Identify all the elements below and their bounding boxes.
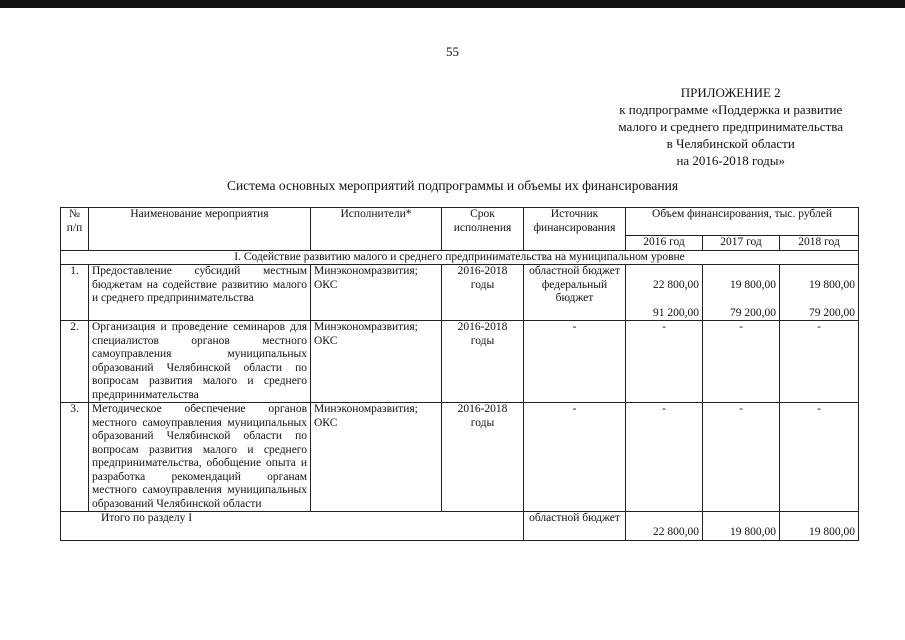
appendix-line: к подпрограмме «Поддержка и развитие bbox=[619, 102, 843, 117]
row-executors: Минэкономразвития; ОКС bbox=[311, 403, 442, 512]
header-executors: Исполнители* bbox=[311, 208, 442, 251]
total-value-2018 bbox=[780, 512, 859, 541]
row-value-2018: - bbox=[780, 321, 859, 403]
table-row bbox=[61, 265, 859, 321]
scan-top-border bbox=[0, 0, 905, 8]
value-federal: 91 200,00 bbox=[653, 306, 699, 319]
row-num: 1. bbox=[61, 265, 89, 321]
total-value-2016 bbox=[626, 512, 703, 541]
table-row bbox=[61, 403, 859, 512]
header-year-2016: 2016 год bbox=[626, 236, 703, 251]
document-title: Система основных мероприятий подпрограммы и объемы их финансирования bbox=[226, 178, 679, 193]
header-year-2017: 2017 год bbox=[703, 236, 780, 251]
row-value-2016: - bbox=[626, 321, 703, 403]
row-term: 2016-2018 годы bbox=[442, 321, 524, 403]
row-source bbox=[524, 265, 626, 321]
value-regional: 19 800,00 bbox=[730, 279, 776, 291]
value-federal: 79 200,00 bbox=[730, 306, 776, 319]
row-value-2017: - bbox=[703, 403, 780, 512]
total-value: 19 800,00 bbox=[730, 526, 776, 538]
row-name: Организация и проведение семинаров для специалистов органов местного самоуправления муниципальных образований Челябинской области по вопросам развития малого и среднего предпринимательства bbox=[89, 321, 311, 403]
row-value-2016: - bbox=[626, 403, 703, 512]
total-value: 22 800,00 bbox=[653, 526, 699, 538]
measures-table bbox=[60, 207, 859, 541]
source-federal: федеральный бюджет bbox=[541, 278, 608, 304]
page-number: 55 bbox=[446, 44, 459, 59]
appendix-line: в Челябинской области bbox=[666, 136, 795, 151]
row-value-2016 bbox=[626, 265, 703, 321]
row-executors: Минэкономразвития; ОКС bbox=[311, 321, 442, 403]
header-name: Наименование мероприятия bbox=[89, 208, 311, 251]
total-value-2017 bbox=[703, 512, 780, 541]
table-row bbox=[61, 321, 859, 403]
header-num: № п/п bbox=[61, 208, 89, 251]
row-source: - bbox=[524, 321, 626, 403]
row-source: - bbox=[524, 403, 626, 512]
row-value-2017 bbox=[703, 265, 780, 321]
row-term: 2016-2018 годы bbox=[442, 403, 524, 512]
section-title: I. Содействие развитию малого и среднего предпринимательства на муниципальном уровне bbox=[61, 250, 859, 265]
value-regional: 22 800,00 bbox=[653, 279, 699, 291]
total-row bbox=[61, 512, 859, 541]
value-regional: 19 800,00 bbox=[809, 279, 856, 291]
total-source: областной бюджет bbox=[524, 512, 626, 541]
source-regional: областной бюджет bbox=[529, 265, 620, 277]
header-term: Срок исполнения bbox=[442, 208, 524, 251]
row-name: Методическое обеспечение органов местного самоуправления муниципальных образований Челябинской области по вопросам развития малого и среднего предпринимательства, обобщение опыта и разработка рекомендаций органам местного самоуправления муниципальных образований Челябинской области bbox=[89, 403, 311, 512]
appendix-line: малого и среднего предпринимательства bbox=[618, 119, 843, 134]
row-num: 3. bbox=[61, 403, 89, 512]
header-source: Источник финансирования bbox=[524, 208, 626, 251]
header-year-2018: 2018 год bbox=[780, 236, 859, 251]
total-value: 19 800,00 bbox=[809, 526, 856, 538]
row-term: 2016-2018 годы bbox=[442, 265, 524, 321]
row-name: Предоставление субсидий местным бюджетам на содействие развитию малого и среднего предпринимательства bbox=[89, 265, 311, 321]
row-value-2018 bbox=[780, 265, 859, 321]
header-volume: Объем финансирования, тыс. рублей bbox=[626, 208, 859, 236]
row-value-2017: - bbox=[703, 321, 780, 403]
row-value-2018: - bbox=[780, 403, 859, 512]
appendix-line: на 2016-2018 годы» bbox=[676, 153, 785, 168]
value-federal: 79 200,00 bbox=[809, 306, 856, 319]
appendix-title: ПРИЛОЖЕНИЕ 2 bbox=[680, 85, 781, 100]
row-num: 2. bbox=[61, 321, 89, 403]
appendix-block bbox=[618, 84, 843, 169]
total-label: Итого по разделу I bbox=[61, 512, 524, 541]
row-executors: Минэкономразвития; ОКС bbox=[311, 265, 442, 321]
